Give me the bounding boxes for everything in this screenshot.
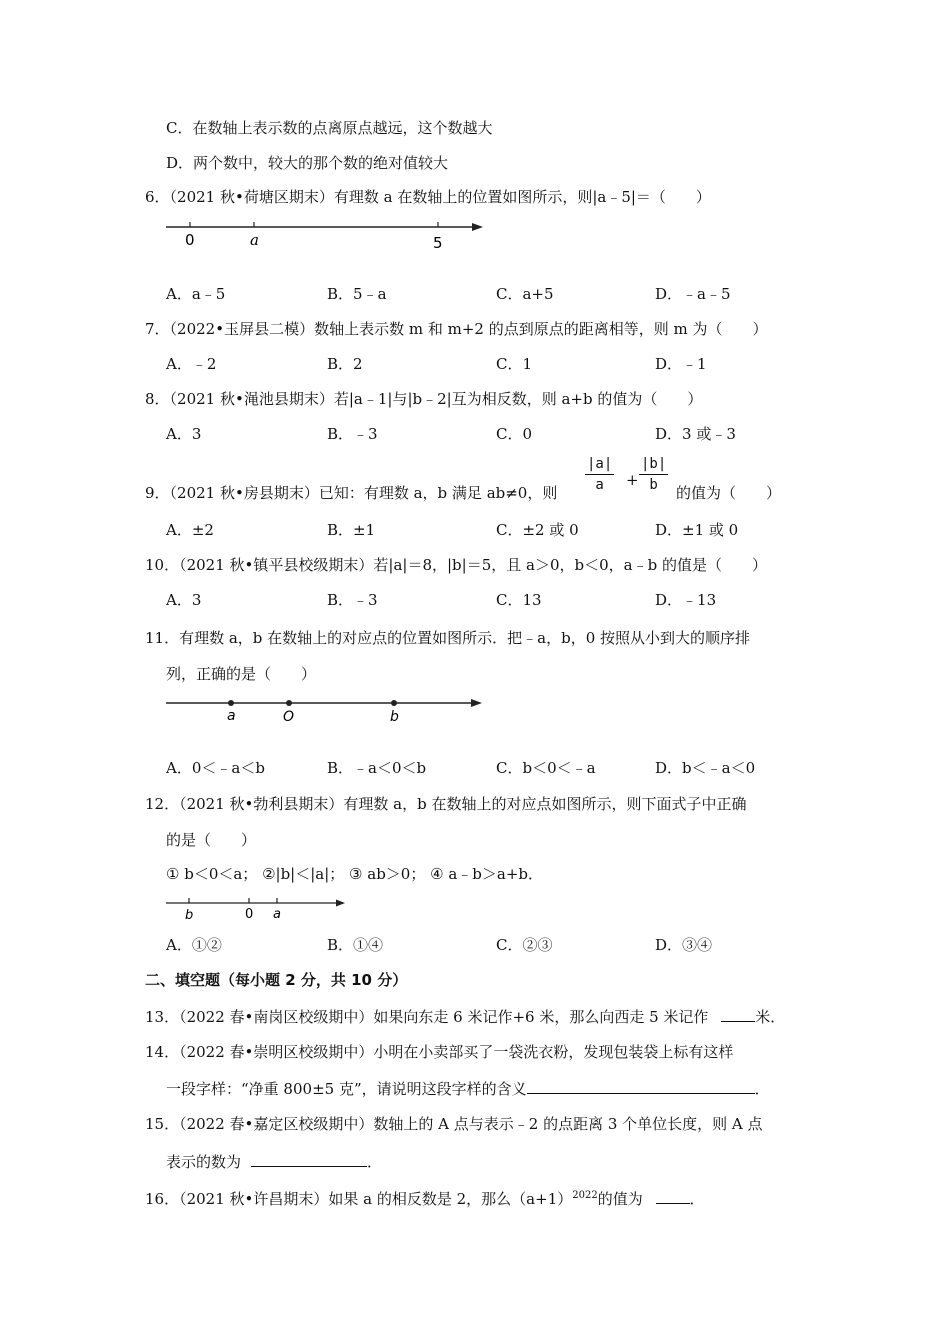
answer-blank[interactable] bbox=[721, 1006, 755, 1022]
question-stem: 小明在小卖部买了一袋洗衣粉，发现包装袋上标有这样 bbox=[373, 1043, 734, 1061]
question-stem: 有理数 a，b 在数轴上的对应点如图所示，则下面式子中正确 bbox=[343, 795, 747, 813]
option-a[interactable]: A．3 bbox=[166, 425, 202, 443]
question-16 bbox=[145, 1186, 705, 1209]
tick-label: O bbox=[283, 709, 295, 725]
axis-arrow bbox=[336, 900, 345, 907]
question-stem: 若|a﹣1|与|b﹣2|互为相反数，则 a+b 的值为（ ） bbox=[333, 390, 703, 408]
question-source: （2021 秋•渑池县期末） bbox=[169, 390, 334, 408]
question-tail: ． bbox=[754, 1080, 770, 1098]
question-number: 6． bbox=[145, 188, 170, 206]
question-tail: 的值为 bbox=[597, 1190, 643, 1208]
option-b[interactable]: B．①④ bbox=[327, 936, 384, 954]
option-c[interactable]: C．13 bbox=[496, 591, 542, 609]
question-number: 12． bbox=[145, 795, 180, 813]
question-stem: 如果 a 的相反数是 2，那么（a+1） bbox=[328, 1190, 573, 1208]
question-13 bbox=[145, 1006, 785, 1027]
option-a[interactable]: A．﹣2 bbox=[166, 355, 217, 373]
question-stem: 有理数 a，b 在数轴上的对应点的位置如图所示．把﹣a，b，0 按照从小到大的顺序排 bbox=[179, 629, 751, 647]
question-11-cont: 列，正确的是（ ） bbox=[166, 665, 317, 683]
question-number: 14． bbox=[145, 1043, 180, 1061]
option-c[interactable]: C．0 bbox=[496, 425, 533, 443]
option-b[interactable]: B．±1 bbox=[327, 521, 376, 539]
option-b[interactable]: B．﹣a＜0＜b bbox=[327, 759, 427, 777]
answer-blank[interactable] bbox=[656, 1188, 690, 1204]
question-source: （2021 秋•房县期末） bbox=[169, 484, 319, 502]
question-stem: 数轴上的 A 点与表示﹣2 的点距离 3 个单位长度，则 A 点 bbox=[373, 1115, 763, 1133]
option-a[interactable]: A．±2 bbox=[166, 521, 214, 539]
tick-label: 0 bbox=[245, 907, 254, 922]
question-stem: 一段字样：“净重 800±5 克”，请说明这段字样的含义 bbox=[166, 1080, 527, 1098]
question-number: 7． bbox=[145, 320, 170, 338]
question-stem: 表示的数为 bbox=[166, 1153, 242, 1171]
option-d[interactable]: D．﹣1 bbox=[655, 355, 707, 373]
question-end: ． bbox=[689, 1190, 705, 1208]
question-number: 13． bbox=[145, 1008, 180, 1026]
question-stem: 如果向东走 6 米记作+6 米，那么向西走 5 米记作 bbox=[373, 1008, 709, 1026]
fraction-denominator: b bbox=[649, 477, 658, 493]
question-stem: 若|a|＝8，|b|＝5，且 a＞0，b＜0，a﹣b 的值是（ ） bbox=[373, 556, 767, 574]
tick-label: b bbox=[390, 709, 399, 725]
option-d[interactable]: D．﹣13 bbox=[655, 591, 717, 609]
tick-label: a bbox=[227, 708, 236, 724]
question-source: （2022 春•嘉定区校级期中） bbox=[179, 1115, 374, 1133]
tick-label: 5 bbox=[433, 234, 443, 252]
tick-label: b bbox=[185, 908, 194, 923]
question-number: 10． bbox=[145, 556, 180, 574]
question-source: （2021 秋•勃利县期末） bbox=[179, 795, 344, 813]
option-a[interactable]: A．3 bbox=[166, 591, 202, 609]
question-stem: 有理数 a 在数轴上的位置如图所示，则|a﹣5|＝（ ） bbox=[333, 188, 711, 206]
question-source: （2022•玉屏县二模） bbox=[169, 320, 315, 338]
question-source: （2021 秋•许昌期末） bbox=[179, 1190, 329, 1208]
question-number: 15． bbox=[145, 1115, 180, 1133]
question-source: （2021 秋•镇平县校级期末） bbox=[179, 556, 374, 574]
question-tail: 米． bbox=[755, 1008, 786, 1026]
question-tail: 的值为（ ） bbox=[676, 484, 782, 502]
option-a[interactable]: A．a﹣5 bbox=[166, 285, 226, 303]
question-number: 16． bbox=[145, 1190, 180, 1208]
option-d[interactable]: D．b＜﹣a＜0 bbox=[655, 759, 756, 777]
question-stem: 已知：有理数 a，b 满足 ab≠0，则 bbox=[318, 484, 558, 502]
question-source: （2021 秋•荷塘区期末） bbox=[169, 188, 334, 206]
answer-blank[interactable] bbox=[251, 1151, 367, 1167]
question-stem: 数轴上表示数 m 和 m+2 的点到原点的距离相等，则 m 为（ ） bbox=[314, 320, 768, 338]
option-b[interactable]: B．2 bbox=[327, 355, 363, 373]
tick-label: a bbox=[273, 907, 281, 922]
option-a[interactable]: A．①② bbox=[166, 936, 222, 954]
question-source: （2022 春•崇明区校级期中） bbox=[179, 1043, 374, 1061]
option-b[interactable]: B．﹣3 bbox=[327, 425, 378, 443]
question-15-cont bbox=[166, 1151, 382, 1172]
exponent: 2022 bbox=[572, 1190, 598, 1201]
question-number: 8． bbox=[145, 390, 170, 408]
option-d-text: D．两个数中，较大的那个数的绝对值较大 bbox=[166, 154, 449, 172]
question-tail: ． bbox=[367, 1153, 383, 1171]
option-b[interactable]: B．5﹣a bbox=[327, 285, 387, 303]
tick-label: 0 bbox=[185, 231, 195, 249]
option-c[interactable]: C．b＜0＜﹣a bbox=[496, 759, 596, 777]
question-source: （2022 春•南岗区校级期中） bbox=[179, 1008, 374, 1026]
question-14-cont bbox=[166, 1078, 770, 1099]
question-14 bbox=[145, 1042, 733, 1062]
section-heading: 二、填空题（每小题 2 分，共 10 分） bbox=[145, 971, 408, 989]
fraction-denominator: a bbox=[595, 477, 604, 493]
answer-blank[interactable] bbox=[527, 1078, 755, 1094]
fraction-numerator: |a| bbox=[587, 456, 613, 472]
option-d[interactable]: D．±1 或 0 bbox=[655, 521, 739, 539]
question-12-cont: 的是（ ） bbox=[166, 831, 257, 849]
question-number: 11． bbox=[145, 629, 180, 647]
fraction-numerator: |b| bbox=[641, 456, 667, 472]
option-c[interactable]: C．±2 或 0 bbox=[496, 521, 579, 539]
option-d[interactable]: D．﹣a﹣5 bbox=[655, 285, 731, 303]
option-c[interactable]: C．②③ bbox=[496, 936, 553, 954]
option-c[interactable]: C．1 bbox=[496, 355, 533, 373]
option-b[interactable]: B．﹣3 bbox=[327, 591, 378, 609]
option-c-text: C．在数轴上表示数的点离原点越远，这个数越大 bbox=[166, 119, 493, 137]
question-12-statements: ① b＜0＜a； ②|b|＜|a|； ③ ab＞0； ④ a﹣b＞a+b． bbox=[166, 865, 543, 883]
question-number: 9． bbox=[145, 484, 170, 502]
option-d[interactable]: D．③④ bbox=[655, 936, 713, 954]
question-15 bbox=[145, 1114, 763, 1134]
option-a[interactable]: A．0＜﹣a＜b bbox=[166, 759, 265, 777]
option-c[interactable]: C．a+5 bbox=[496, 285, 554, 303]
plus-sign: + bbox=[626, 471, 639, 489]
option-d[interactable]: D．3 或﹣3 bbox=[655, 425, 736, 443]
tick-label: a bbox=[250, 231, 259, 249]
